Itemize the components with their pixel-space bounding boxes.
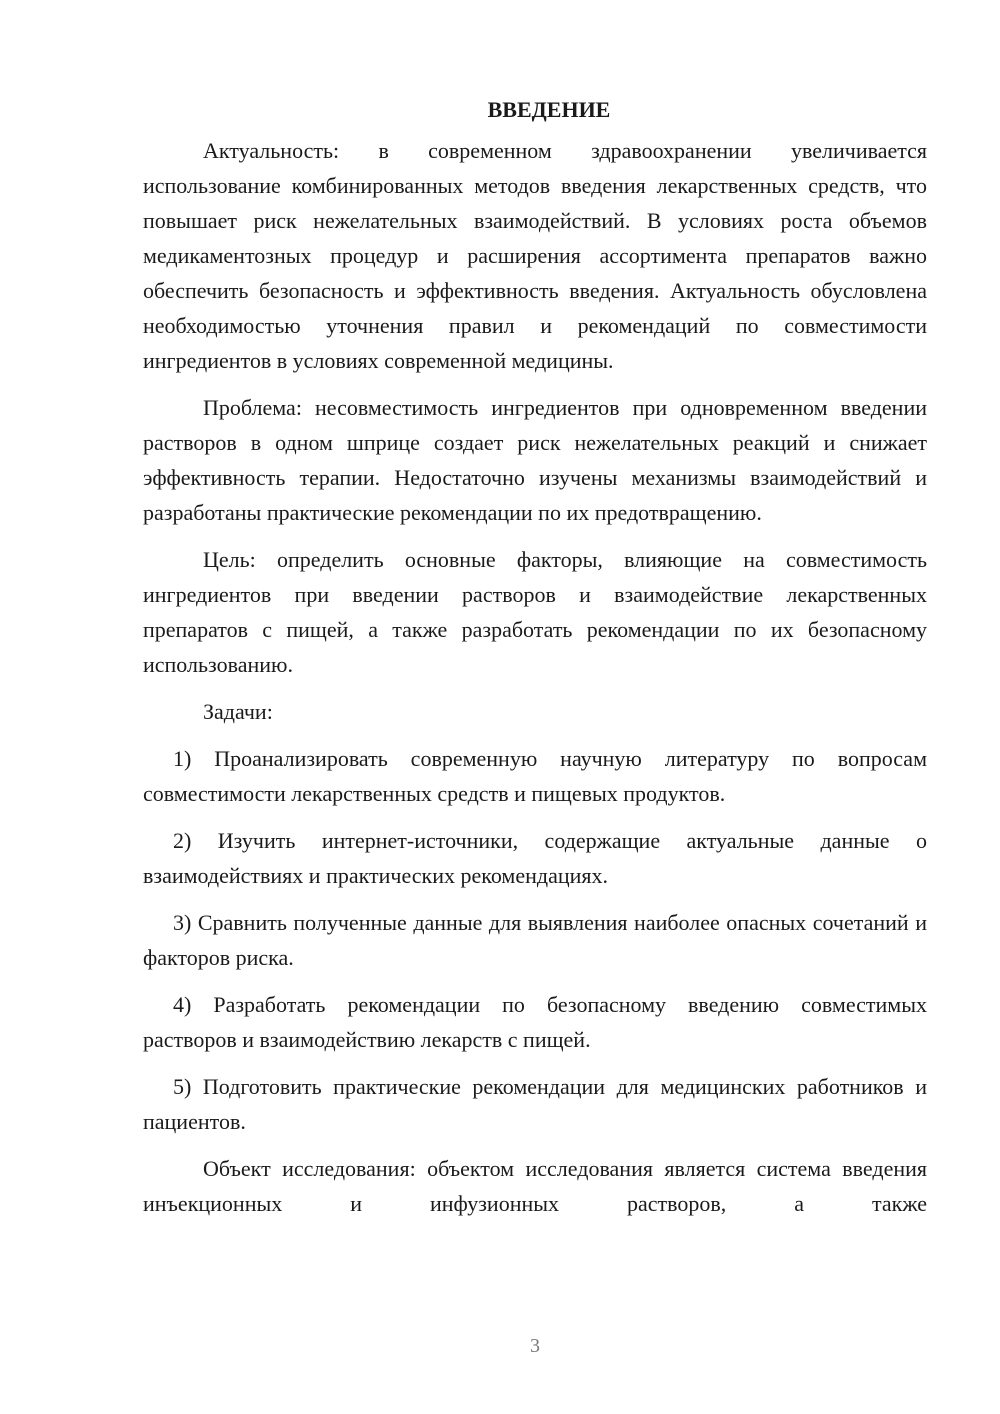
page-number: 3 bbox=[530, 1335, 540, 1357]
task-item-5: 5) Подготовить практические рекомендации для медицинских работников и пациентов. bbox=[143, 1074, 927, 1134]
task-item-4: 4) Разработать рекомендации по безопасному введению совместимых растворов и взаимодействию лекарств с пищей. bbox=[143, 992, 927, 1052]
task-item-1: 1) Проанализировать современную научную литературу по вопросам совместимости лекарственных средств и пищевых продуктов. bbox=[143, 746, 927, 806]
page-content bbox=[143, 92, 927, 1256]
section-heading: ВВЕДЕНИЕ bbox=[487, 97, 611, 122]
task-item-3: 3) Сравнить полученные данные для выявления наиболее опасных сочетаний и факторов риска. bbox=[143, 910, 927, 970]
paragraph-object: Объект исследования: объектом исследования является система введения инъекционных и инфузионных растворов, а также bbox=[143, 1156, 927, 1216]
tasks-label: Задачи: bbox=[203, 699, 273, 724]
task-item-2: 2) Изучить интернет-источники, содержащие актуальные данные о взаимодействиях и практических рекомендациях. bbox=[143, 828, 927, 888]
paragraph-problem: Проблема: несовместимость ингредиентов при одновременном введении растворов в одном шприце создает риск нежелательных реакций и снижает эффективность терапии. Недостаточно изучены механизмы взаимодействий и разработаны практические рекомендации по их предотвращению. bbox=[143, 395, 927, 525]
paragraph-relevance: Актуальность: в современном здравоохранении увеличивается использование комбинированных методов введения лекарственных средств, что повышает риск нежелательных взаимодействий. В условиях роста объемов медикаментозных процедур и расширения ассортимента препаратов важно обеспечить безопасность и эффективность введения. Актуальность обусловлена необходимостью уточнения правил и рекомендаций по совместимости ингредиентов в условиях современной медицины. bbox=[143, 138, 927, 373]
paragraph-goal: Цель: определить основные факторы, влияющие на совместимость ингредиентов при введении растворов и взаимодействие лекарственных препаратов с пищей, а также разработать рекомендации по их безопасному использованию. bbox=[143, 547, 927, 677]
